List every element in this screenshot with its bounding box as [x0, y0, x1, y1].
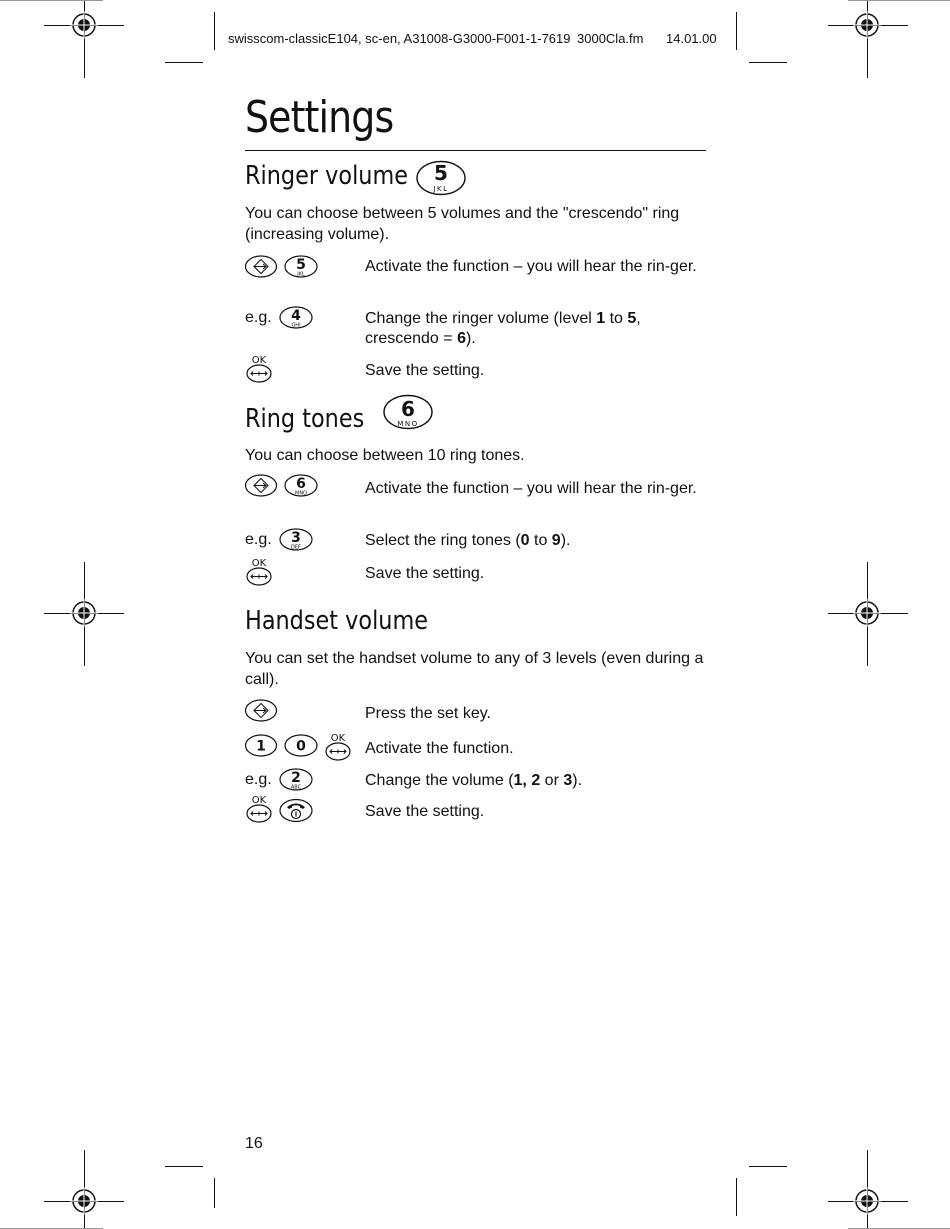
page-number: 16 [245, 1135, 263, 1152]
key-6-icon [284, 474, 318, 498]
svg-text:JKL: JKL [297, 271, 305, 278]
ok-key-icon [246, 354, 274, 384]
registration-mark-icon [853, 599, 881, 627]
svg-text:6: 6 [401, 397, 415, 421]
svg-text:1: 1 [256, 738, 266, 755]
step-description: Press the set key. [365, 705, 491, 722]
key-5-icon [284, 255, 318, 279]
registration-mark-icon [853, 1187, 881, 1215]
step-description: Activate the function. [365, 740, 514, 757]
key-3-icon [279, 528, 313, 552]
page-title: Settings [245, 92, 394, 143]
section-heading-handset-volume: Handset volume [245, 606, 429, 636]
header-file: 3000Cla.fm [577, 31, 644, 46]
set-key-icon [245, 474, 279, 498]
svg-text:MNO: MNO [397, 420, 419, 428]
registration-mark-icon [853, 11, 881, 39]
key-6-large-icon [383, 394, 433, 430]
eg-label: e.g. [245, 309, 272, 326]
step-description: Save the setting. [365, 565, 485, 582]
set-key-icon [245, 255, 279, 279]
svg-text:GHI: GHI [291, 322, 301, 329]
step-description: Save the setting. [365, 803, 485, 820]
title-rule [245, 150, 706, 151]
eg-label: e.g. [245, 531, 272, 548]
set-key-icon [245, 699, 279, 723]
section-intro: You can choose between 10 ring tones. [245, 447, 525, 464]
svg-text:6: 6 [296, 476, 306, 492]
svg-text:3: 3 [291, 530, 301, 546]
step-description: Change the volume (1, 2 or 3). [365, 772, 583, 789]
registration-mark-icon [70, 599, 98, 627]
step-description: Select the ring tones (0 to 9). [365, 532, 571, 549]
key-2-icon [279, 768, 313, 792]
svg-text:OK: OK [251, 795, 267, 806]
header-date: 14.01.00 [666, 31, 717, 46]
svg-text:OK: OK [251, 558, 267, 569]
svg-text:2: 2 [291, 770, 301, 786]
end-call-key-icon [279, 798, 313, 824]
registration-mark-icon [70, 11, 98, 39]
step-description: Save the setting. [365, 362, 485, 379]
ok-key-icon [246, 794, 274, 824]
svg-text:JKL: JKL [433, 185, 449, 193]
ok-key-icon [246, 557, 274, 587]
step-description: Activate the function – you will hear the rin-ger. [365, 480, 697, 497]
key-0-icon [284, 734, 318, 758]
svg-text:ABC: ABC [290, 784, 302, 791]
svg-text:OK: OK [330, 733, 346, 744]
svg-text:0: 0 [296, 738, 306, 755]
key-4-icon [279, 306, 313, 330]
svg-text:4: 4 [291, 308, 301, 324]
section-intro: You can choose between 5 volumes and the "crescendo" ring (increasing volume). [245, 205, 680, 243]
key-1-icon [245, 734, 279, 758]
svg-text:DEF: DEF [291, 544, 301, 551]
svg-text:OK: OK [251, 355, 267, 366]
ok-key-icon [325, 732, 353, 762]
section-heading-ringer-volume: Ringer volume [245, 161, 409, 191]
section-heading-ring-tones: Ring tones [245, 404, 365, 434]
header-doc-id: swisscom-classicE104, sc-en, A31008-G3000-F001-1-7619 [228, 31, 571, 46]
step-description: Change the ringer volume (level 1 to 5, crescendo = 6). [365, 310, 641, 347]
section-intro: You can set the handset volume to any of 3 levels (even during a call). [245, 650, 704, 688]
svg-text:5: 5 [296, 257, 306, 273]
key-5-large-icon [416, 160, 466, 196]
step-description: Activate the function – you will hear the rin-ger. [365, 258, 697, 275]
svg-text:5: 5 [434, 161, 448, 185]
eg-label: e.g. [245, 771, 272, 788]
registration-mark-icon [70, 1187, 98, 1215]
svg-text:MNO: MNO [295, 490, 307, 497]
